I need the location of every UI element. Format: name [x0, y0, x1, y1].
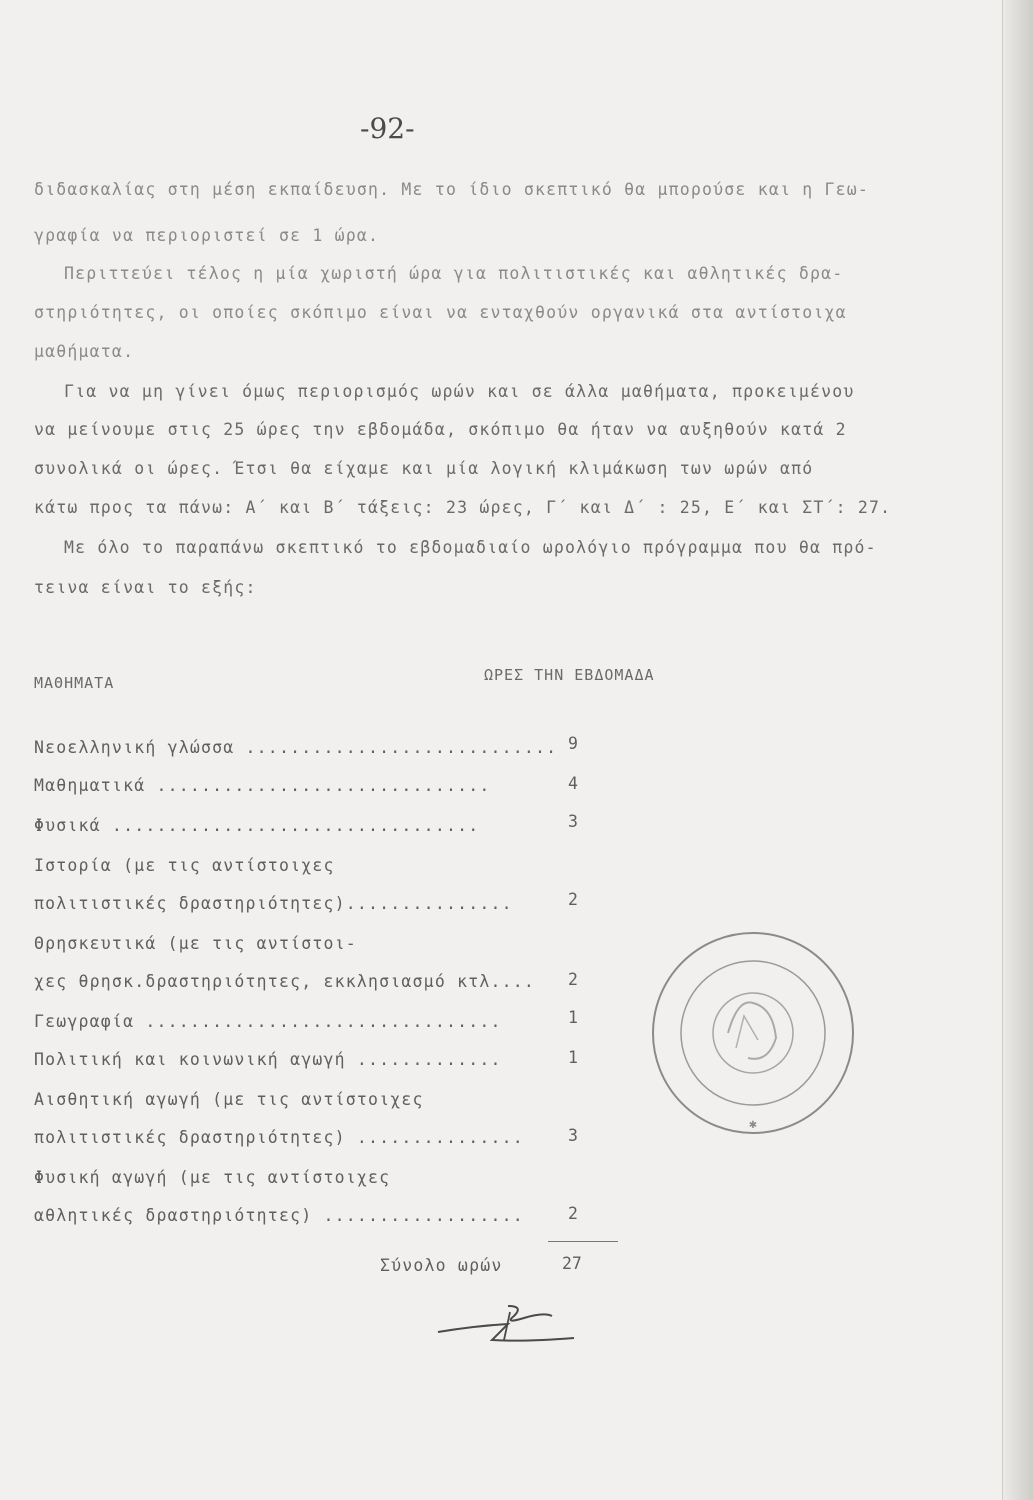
- schedule-row-hours: 4: [568, 774, 578, 793]
- schedule-row-label: χες θρησκ.δραστηριότητες, εκκλησιασμό κτλ....: [34, 972, 536, 991]
- schedule-row-hours: 3: [568, 812, 578, 831]
- total-label: Σύνολο ωρών: [380, 1256, 503, 1275]
- text-line: Περιττεύει τέλος η μία χωριστή ώρα για πολιτιστικές και αθλητικές δρα-: [64, 264, 844, 283]
- schedule-row-label: αθλητικές δραστηριότητες) ..................: [34, 1206, 524, 1225]
- schedule-row-hours: 2: [568, 970, 578, 989]
- schedule-row-label: Γεωγραφία ................................: [34, 1012, 502, 1031]
- schedule-row-hours: 9: [568, 734, 578, 753]
- page-number: -92-: [360, 112, 415, 145]
- official-stamp: [648, 928, 858, 1142]
- schedule-row-label: Φυσική αγωγή (με τις αντίστοιχες: [34, 1168, 391, 1187]
- text-line: μαθήματα.: [34, 342, 135, 361]
- text-line: γραφία να περιοριστεί σε 1 ώρα.: [34, 226, 380, 245]
- stamp-icon: [648, 928, 858, 1138]
- schedule-row-label: Νεοελληνική γλώσσα ............................: [34, 738, 558, 757]
- binding-edge: [1003, 0, 1033, 1500]
- total-rule: [548, 1241, 618, 1242]
- schedule-row-label: Ιστορία (με τις αντίστοιχες: [34, 856, 335, 875]
- schedule-row-label: Μαθηματικά ..............................: [34, 776, 491, 795]
- schedule-row-label: πολιτιστικές δραστηριότητες) ...............: [34, 1128, 524, 1147]
- text-line: να μείνουμε στις 25 ώρες την εβδομάδα, σκόπιμο θα ήταν να αυξηθούν κατά 2: [34, 420, 847, 439]
- text-line: διδασκαλίας στη μέση εκπαίδευση. Με το ίδιο σκεπτικό θα μπορούσε και η Γεω-: [34, 180, 870, 199]
- svg-text:✱: ✱: [748, 1120, 758, 1131]
- text-line: Για να μη γίνει όμως περιορισμός ωρών και σε άλλα μαθήματα, προκειμένου: [64, 382, 855, 401]
- signature: [434, 1302, 584, 1356]
- schedule-row-hours: 1: [568, 1048, 578, 1067]
- text-line: συνολικά οι ώρες. Έτσι θα είχαμε και μία λογική κλιμάκωση των ωρών από: [34, 459, 814, 478]
- text-line: Με όλο το παραπάνω σκεπτικό το εβδομαδιαίο ωρολόγιο πρόγραμμα που θα πρό-: [64, 538, 877, 557]
- signature-icon: [434, 1302, 584, 1352]
- schedule-row-label: Αισθητική αγωγή (με τις αντίστοιχες: [34, 1090, 424, 1109]
- schedule-row-label: Φυσικά .................................: [34, 816, 480, 835]
- text-line: τεινα είναι το εξής:: [34, 578, 257, 597]
- schedule-row-label: Θρησκευτικά (με τις αντίστοι-: [34, 934, 357, 953]
- total-hours: 27: [562, 1254, 582, 1273]
- schedule-row-hours: 1: [568, 1008, 578, 1027]
- schedule-row-hours: 2: [568, 890, 578, 909]
- text-line: κάτω προς τα πάνω: Α΄ και Β΄ τάξεις: 23 ώρες, Γ΄ και Δ΄ : 25, Ε΄ και ΣΤ΄: 27.: [34, 498, 892, 517]
- schedule-row-hours: 3: [568, 1126, 578, 1145]
- schedule-header-subjects: ΜΑΘΗΜΑΤΑ: [34, 674, 115, 692]
- schedule-row-label: πολιτιστικές δραστηριότητες)...............: [34, 894, 513, 913]
- schedule-header-hours: ΩΡΕΣ ΤΗΝ ΕΒΔΟΜΑΔΑ: [484, 666, 655, 684]
- schedule-row-hours: 2: [568, 1204, 578, 1223]
- schedule-row-label: Πολιτική και κοινωνική αγωγή .............: [34, 1050, 502, 1069]
- text-line: στηριότητες, οι οποίες σκόπιμο είναι να ενταχθούν οργανικά στα αντίστοιχα: [34, 303, 847, 322]
